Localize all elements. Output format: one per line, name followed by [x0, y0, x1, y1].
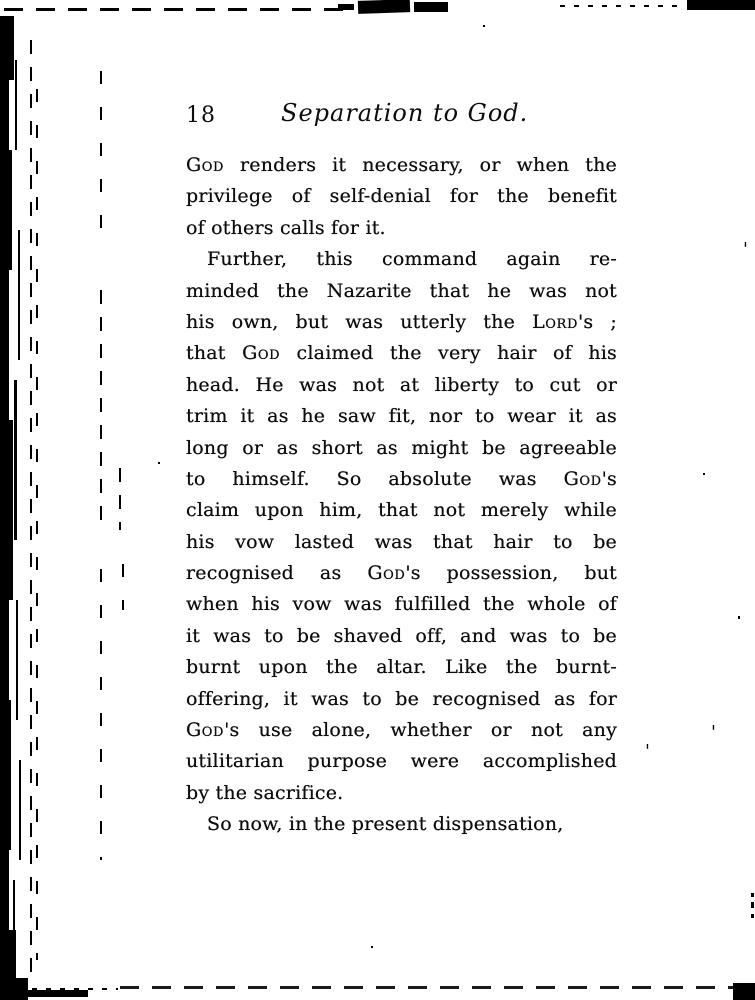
text-line: that God claimed the very hair of his	[186, 342, 617, 365]
scan-speck	[483, 25, 485, 27]
text-line: claim upon him, that not merely while	[186, 499, 617, 522]
scan-stray-quote: '	[743, 239, 748, 260]
scan-speck	[371, 946, 373, 948]
scan-right-dash	[751, 893, 754, 897]
text-line: his own, but was utterly the Lord's ;	[186, 310, 617, 333]
text-line: minded the Nazarite that he was not	[186, 279, 617, 302]
text-line: head. He was not at liberty to cut or	[186, 373, 617, 396]
scan-stray-quote: '	[645, 741, 650, 762]
text-line: by the sacrifice.	[186, 781, 344, 804]
text-line: privilege of self-denial for the benefit	[186, 185, 617, 208]
scan-gutter-streak	[16, 600, 18, 720]
scan-top-blob	[414, 2, 448, 12]
scan-gutter-blotch	[0, 16, 14, 80]
scan-top-blob	[338, 4, 354, 10]
text-line: God renders it necessary, or when the	[186, 154, 617, 176]
scan-broken-line	[119, 468, 121, 530]
scan-right-dash	[751, 902, 754, 908]
scan-top-dots	[560, 5, 685, 7]
scan-broken-line	[122, 555, 124, 610]
scan-speck	[738, 616, 740, 619]
scan-gutter-streak	[13, 880, 15, 965]
scan-gutter-streak	[15, 60, 17, 150]
scan-broken-line	[36, 80, 38, 960]
scan-gutter-blotch	[0, 700, 11, 850]
text-line: to himself. So absolute was God's	[186, 467, 617, 490]
scan-gutter-streak	[14, 380, 17, 540]
scan-gutter-blotch	[0, 150, 12, 270]
scan-right-dash	[751, 914, 754, 918]
scan-speck	[703, 473, 705, 475]
scan-bottom-left-smear	[20, 990, 88, 997]
scan-broken-line	[100, 560, 102, 860]
text-line: utilitarian purpose were accomplished	[186, 750, 617, 773]
running-title: Separation to God.	[281, 99, 529, 127]
text-block	[186, 150, 617, 841]
text-line: his vow lasted was that hair to be	[186, 530, 617, 553]
scan-gutter-streak	[18, 230, 20, 360]
text-line: burnt upon the altar. Like the burnt-	[186, 656, 617, 679]
text-line: trim it as he saw fit, nor to wear it as	[186, 405, 617, 428]
scan-broken-line	[30, 40, 32, 975]
page-number: 18	[186, 103, 216, 128]
text-line: offering, it was to be recognised as for	[186, 687, 617, 710]
text-line: when his vow was fulfilled the whole of	[186, 593, 617, 616]
text-line: of others calls for it.	[186, 216, 386, 239]
scan-top-blob	[358, 0, 410, 14]
scan-broken-line	[100, 62, 102, 237]
scan-gutter-blotch	[0, 420, 13, 600]
text-line: it was to be shaved off, and was to be	[186, 624, 617, 647]
scan-top-corner-bar	[687, 0, 755, 10]
text-line: Further, this command again re-	[207, 248, 617, 271]
text-line: So now, in the present dispensation,	[207, 813, 564, 836]
scan-stray-quote: '	[711, 722, 716, 743]
scan-speck	[158, 462, 160, 464]
scan-gutter-streak	[19, 760, 21, 860]
scan-top-dashes	[4, 8, 350, 11]
scan-broken-line	[100, 290, 102, 520]
scan-bottom-right-blob	[733, 983, 755, 1000]
scan-bottom-dashes	[120, 986, 733, 989]
text-line: recognised as God's possession, but	[186, 562, 618, 585]
text-line: long or as short as might be agreeable	[186, 436, 617, 459]
text-line: God's use alone, whether or not any	[186, 719, 617, 742]
